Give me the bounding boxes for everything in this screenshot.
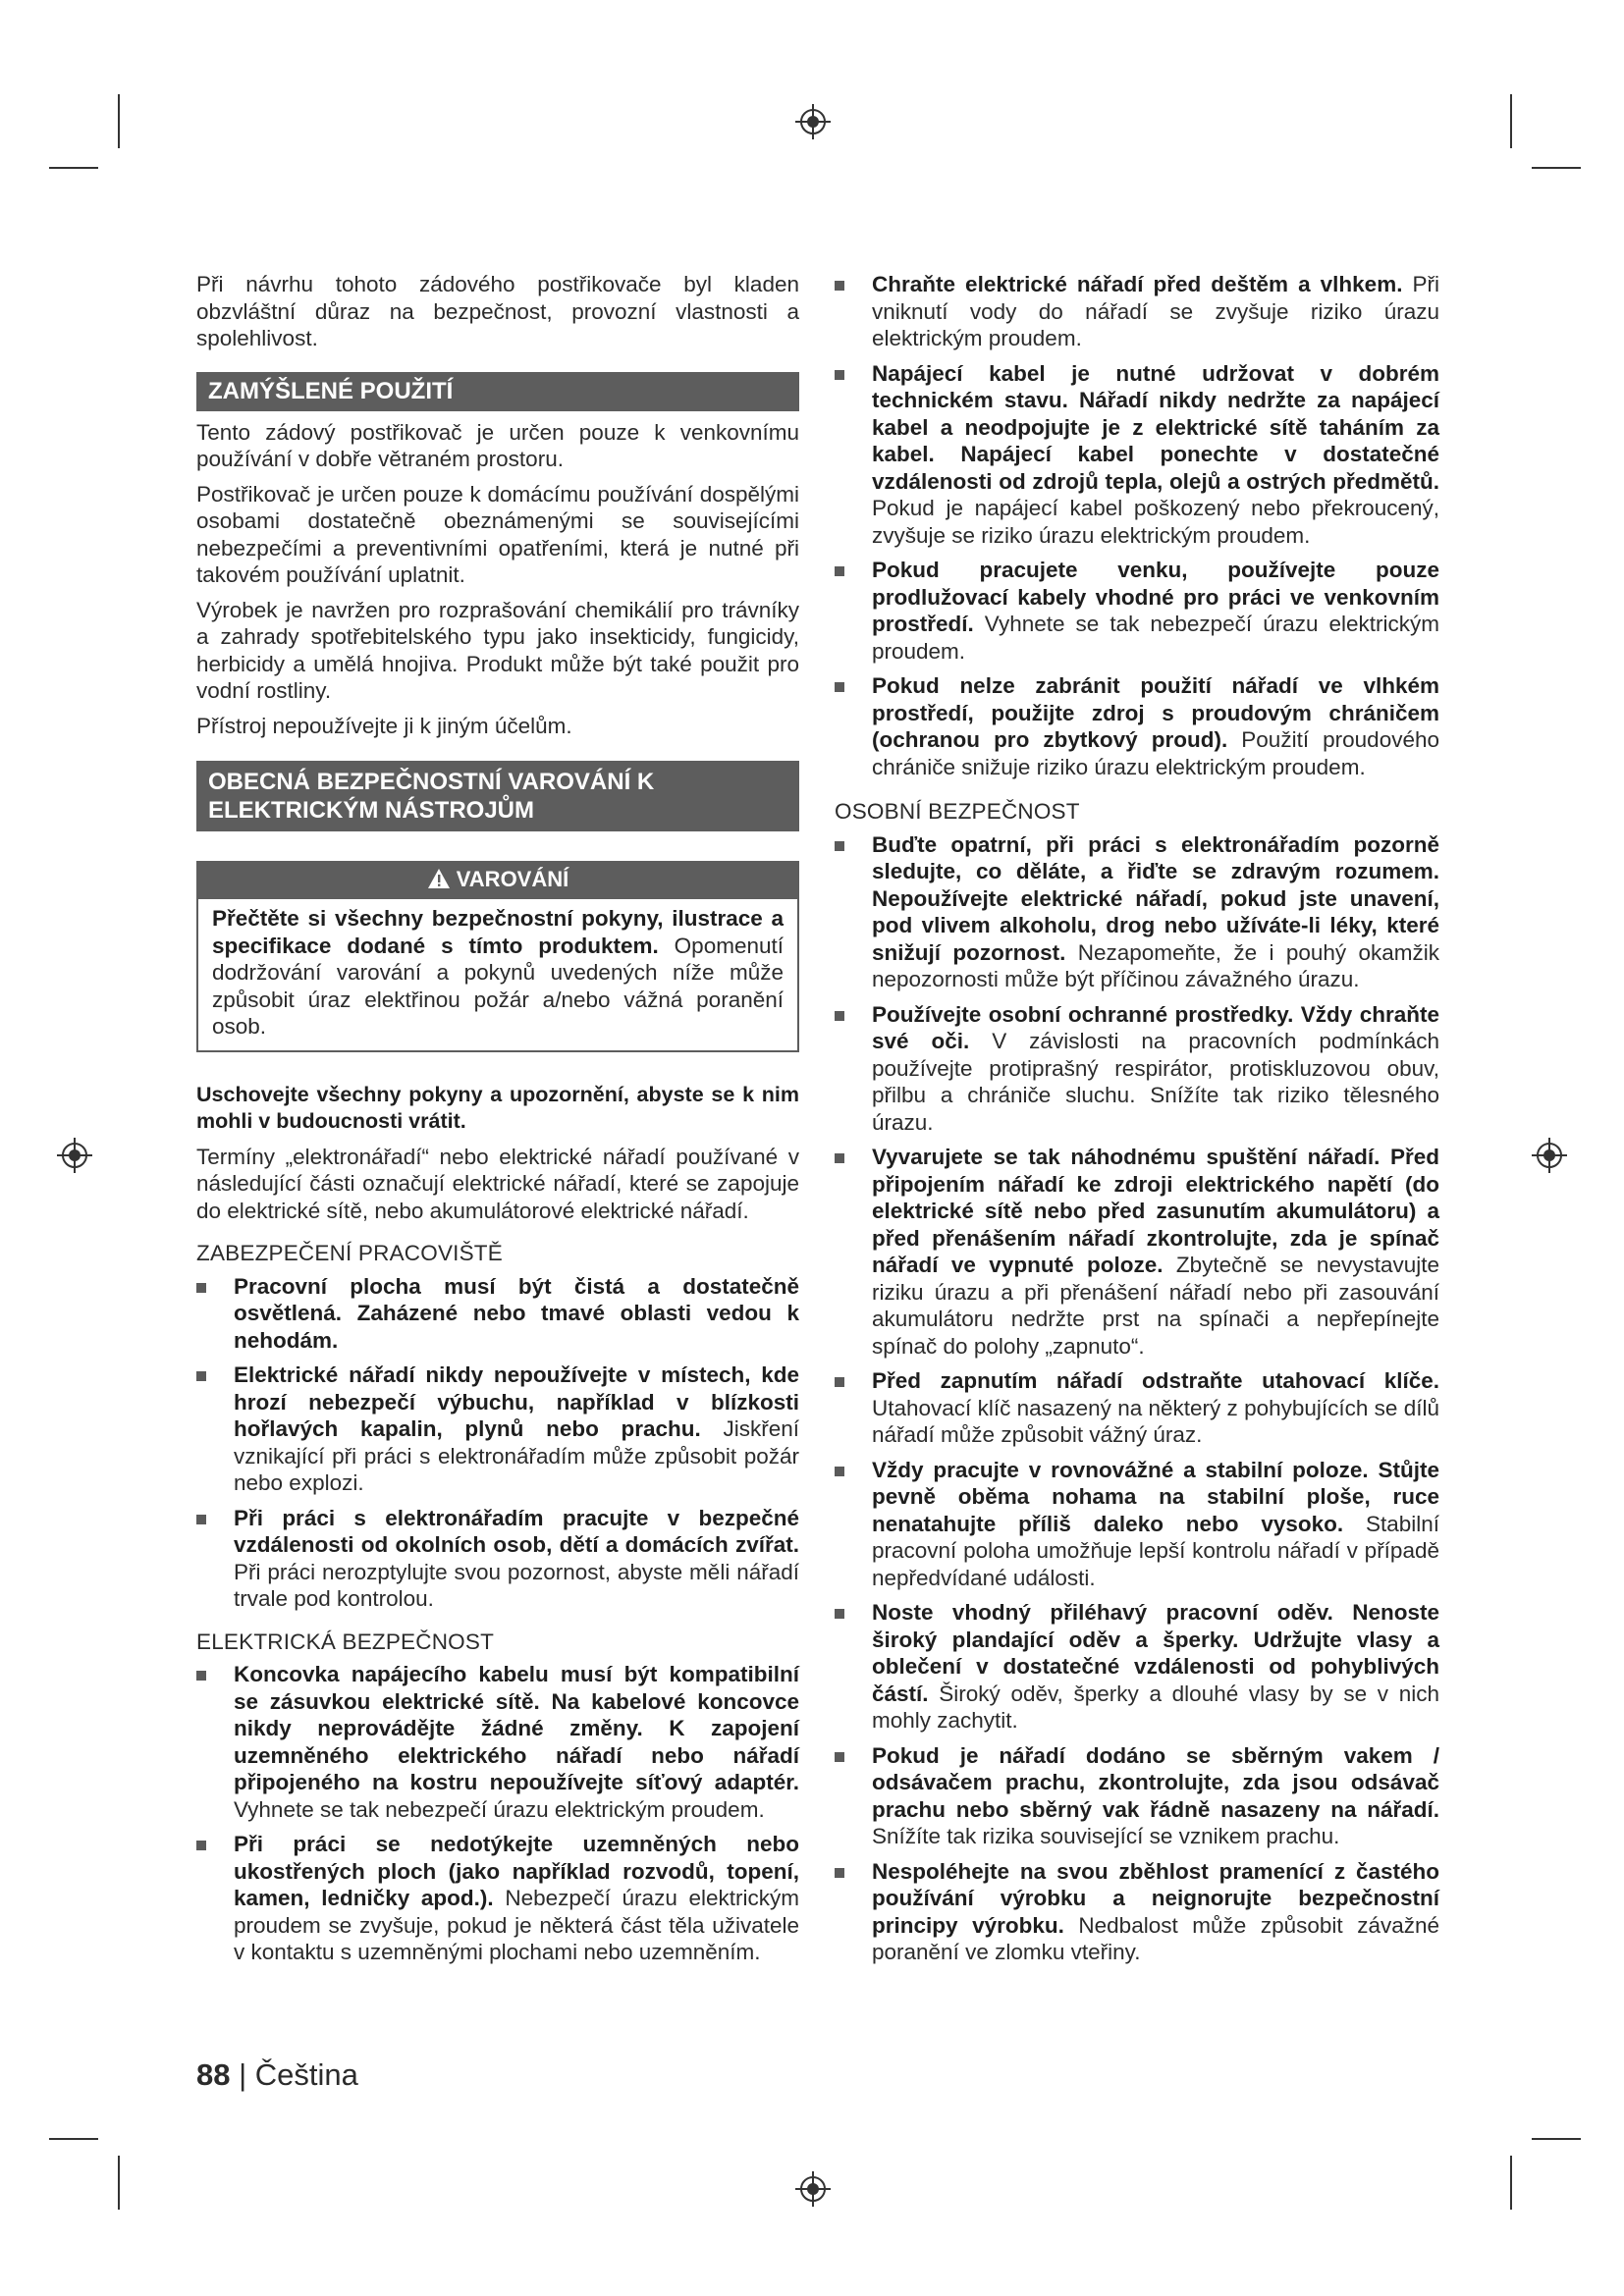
crop-mark: [1532, 167, 1581, 169]
list-item: [835, 1367, 1439, 1449]
bullet-square-icon: [835, 1609, 844, 1619]
list-item-text: Jiskření vznikající při práci s elektronářadím může způsobit požár nebo explozi.: [234, 1416, 799, 1495]
intended-use-paragraph: Postřikovač je určen pouze k domácímu používání dospělými osobami dostatečně obeznámenými se souvisejícími nebezpečími a preventivními opatřeními, která je nutné při takovém používání uplatnit.: [196, 481, 799, 587]
intro-paragraph: Při návrhu tohoto zádového postřikovače byl kladen obzvláštní důraz na bezpečnost, provozní vlastnosti a spolehlivost.: [196, 272, 799, 350]
left-column: [196, 271, 799, 1974]
list-item-text: Při práci nerozptylujte svou pozornost, abyste měli nářadí trvale pod kontrolou.: [234, 1559, 799, 1611]
subheading-electrical-safety: ELEKTRICKÁ BEZPEČNOST: [196, 1629, 495, 1654]
bullet-square-icon: [835, 1011, 844, 1021]
bullet-square-icon: [835, 281, 844, 291]
list-item: [835, 1457, 1439, 1592]
bullet-square-icon: [835, 566, 844, 576]
list-item: [196, 1505, 799, 1613]
intended-use-paragraph: Výrobek je navržen pro rozprašování chemikálií pro trávníky a zahrady spotřebitelského typu jako insekticidy, fungicidy, herbicidy a umělá hnojiva. Produkt může být také použit pro vodní rostliny.: [196, 597, 799, 703]
list-item: [196, 1362, 799, 1497]
warning-header: [198, 863, 797, 899]
list-item-bold: Před zapnutím nářadí odstraňte utahovací klíče.: [872, 1368, 1439, 1393]
list-item-bold: Vyvarujete se tak náhodnému spuštění nářadí. Před připojením nářadí ke zdroji elektrického napětí (do elektrické sítě nebo před zasunutím akumulátoru) a před přenášením nářadí zkontrolujte, zda je spínač nářadí ve vypnuté poloze.: [872, 1145, 1439, 1277]
page-footer: [196, 2057, 358, 2093]
bullet-square-icon: [835, 370, 844, 380]
section-heading-intended-use: ZAMÝŠLENÉ POUŽITÍ: [196, 372, 799, 411]
section-heading-line: ELEKTRICKÝM NÁSTROJŮM: [208, 797, 535, 824]
electrical-safety-list: [196, 1661, 799, 1966]
list-item-text: Nedbalost může způsobit závažné poranění ve zlomku vteřiny.: [872, 1912, 1439, 1964]
intended-use-paragraph: Tento zádový postřikovač je určen pouze k venkovnímu používání v dobře větraném prostoru.: [196, 419, 799, 471]
registration-mark-icon: [55, 1136, 94, 1175]
list-item-bold: Pokud pracujete venku, používejte pouze prodlužovací kabely vhodné pro práci ve venkovním prostředí.: [872, 558, 1439, 636]
list-item-bold: Napájecí kabel je nutné udržovat v dobrém technickém stavu. Nářadí nikdy nedržte za napájecí kabel a neodpojujte je z elektrické sítě taháním za kabel. Napájecí kabel ponechte v dostatečné vzdálenosti od zdrojů tepla, olejů a ostrých předmětů.: [872, 360, 1439, 494]
list-item-bold: Chraňte elektrické nářadí před deštěm a vlhkem.: [872, 272, 1403, 296]
list-item-text: Široký oděv, šperky a dlouhé vlasy by se v nich mohly zachytit.: [872, 1681, 1439, 1733]
subheading-workplace-safety: ZABEZPEČENÍ PRACOVIŠTĚ: [196, 1241, 503, 1265]
list-item-bold: Používejte osobní ochranné prostředky. Vždy chraňte své oči.: [872, 1001, 1439, 1053]
list-item-bold: Koncovka napájecího kabelu musí být kompatibilní se zásuvkou elektrické sítě. Na kabelové koncovce nikdy neprovádějte žádné změny. K zapojení uzemněného elektrického nářadí nebo nářadí připojeného na kostru nepoužívejte síťový adaptér.: [234, 1662, 799, 1794]
bullet-square-icon: [196, 1371, 206, 1381]
list-item: [835, 1144, 1439, 1360]
list-item: [196, 1273, 799, 1355]
list-item-text: Nezapomeňte, že i pouhý okamžik nepozornosti může být příčinou závažného úrazu.: [872, 939, 1439, 991]
warning-title: VAROVÁNÍ: [456, 867, 569, 891]
list-item-text: Při vniknutí vody do nářadí se zvyšuje riziko úrazu elektrickým proudem.: [872, 272, 1439, 350]
footer-language: Čeština: [254, 2057, 358, 2092]
warning-body: [198, 899, 797, 1050]
bullet-square-icon: [835, 1377, 844, 1387]
list-item-text: Stabilní pracovní poloha umožňuje lepší kontrolu nářadí v případě nepředvídané události.: [872, 1511, 1439, 1590]
electrical-safety-list-continued: [835, 271, 1439, 780]
list-item: [835, 1858, 1439, 1966]
bullet-square-icon: [196, 1841, 206, 1850]
warning-bold-text: Přečtěte si všechny bezpečnostní pokyny, ilustrace a specifikace dodané s tímto produktem.: [212, 906, 784, 958]
list-item-text: V závislosti na pracovních podmínkách používejte protiprašný respirátor, protiskluzovou obuv, přilbu a chrániče sluchu. Snížíte tak riziko tělesného úrazu.: [872, 1029, 1439, 1135]
list-item: [835, 1001, 1439, 1137]
personal-safety-list: [835, 831, 1439, 1966]
crop-mark: [49, 2138, 98, 2140]
list-item: [835, 672, 1439, 780]
list-item-text: Použití proudového chrániče snižuje riziko úrazu elektrickým proudem.: [872, 727, 1439, 779]
registration-mark-icon: [1530, 1136, 1569, 1175]
list-item-text: Pokud je napájecí kabel poškozený nebo překroucený, zvyšuje se riziko úrazu elektrickým proudem.: [872, 496, 1439, 548]
list-item-text: Snížíte tak rizika související se vznikem prachu.: [872, 1824, 1340, 1848]
list-item: [835, 557, 1439, 665]
list-item: [835, 1599, 1439, 1735]
terms-paragraph: Termíny „elektronářadí“ nebo elektrické nářadí používané v následující části označují elektrické nářadí, které se zapojuje do elektrické sítě, nebo akumulátorové elektrické nářadí.: [196, 1144, 799, 1223]
crop-mark: [118, 2156, 120, 2210]
bullet-square-icon: [835, 1868, 844, 1878]
crop-mark: [1532, 2138, 1581, 2140]
subheading-personal-safety: OSOBNÍ BEZPEČNOST: [835, 799, 1080, 824]
list-item-bold: Při práci s elektronářadím pracujte v bezpečné vzdálenosti od okolních osob, dětí a domácích zvířat.: [234, 1505, 799, 1557]
section-heading-general-safety: [196, 761, 799, 831]
list-item-bold: Elektrické nářadí nikdy nepoužívejte v místech, kde hrozí nebezpečí výbuchu, například v blízkosti hořlavých kapalin, plynů nebo prachu.: [234, 1362, 799, 1441]
crop-mark: [1510, 2156, 1512, 2210]
list-item-text: Utahovací klíč nasazený na některý z pohybujících se dílů nářadí může způsobit vážný úraz.: [872, 1395, 1439, 1447]
crop-mark: [118, 94, 120, 148]
list-item: [835, 360, 1439, 550]
warning-triangle-icon: [427, 866, 451, 899]
list-item-bold: Při práci se nedotýkejte uzemněných nebo ukostřených ploch (jako například rozvodů, topení, kamen, ledničky apod.).: [234, 1832, 799, 1910]
registration-mark-icon: [793, 2169, 833, 2209]
list-item-text: Nebezpečí úrazu elektrickým proudem se zvyšuje, pokud je některá část těla uživatele v kontaktu s uzemněnými plochami nebo uzemněním.: [234, 1886, 799, 1964]
bullet-square-icon: [196, 1283, 206, 1293]
bullet-square-icon: [835, 682, 844, 692]
intended-use-paragraph: Přístroj nepoužívejte ji k jiným účelům.: [196, 713, 572, 738]
list-item-text: Vyhnete se tak nebezpečí úrazu elektrickým proudem.: [234, 1796, 765, 1822]
registration-mark-icon: [793, 102, 833, 141]
bullet-square-icon: [835, 1467, 844, 1476]
bullet-square-icon: [835, 1752, 844, 1762]
list-item-bold: Nespoléhejte na svou zběhlost pramenící z častého používání výrobku a neignorujte bezpečnostní principy výrobku.: [872, 1858, 1439, 1938]
warning-box: [196, 861, 799, 1052]
list-item-bold: Noste vhodný přiléhavý pracovní oděv. Nenoste široký plandající oděv a šperky. Udržujte vlasy a oblečení v dostatečné vzdálenosti od pohyblivých částí.: [872, 1600, 1439, 1706]
keep-instructions-note: Uschovejte všechny pokyny a upozornění, abyste se k nim mohli v budoucnosti vrátit.: [196, 1082, 799, 1133]
bullet-square-icon: [196, 1671, 206, 1681]
warning-text: Opomenutí dodržování varování a pokynů uvedených níže může způsobit úraz elektřinou požár a/nebo vážná poranění osob.: [212, 933, 784, 1039]
list-item: [196, 1661, 799, 1823]
bullet-square-icon: [835, 1153, 844, 1163]
crop-mark: [49, 167, 98, 169]
list-item: [835, 1742, 1439, 1850]
list-item: [835, 271, 1439, 352]
bullet-square-icon: [835, 841, 844, 851]
list-item-bold: Pokud nelze zabránit použití nářadí ve vlhkém prostředí, použijte zdroj s proudovým chráničem (ochranou pro zbytkový proud).: [872, 673, 1439, 752]
footer-separator: |: [230, 2057, 255, 2092]
list-item-bold: Pokud je nářadí dodáno se sběrným vakem / odsávačem prachu, zkontrolujte, zda jsou odsávač prachu nebo sběrný vak řádně nasazeny na nářadí.: [872, 1742, 1439, 1822]
list-item-text: Zbytečně se nevystavujte riziku úrazu a při přenášení nářadí nebo při zasouvání akumulátoru nedržte prst na spínači a nepřepínejte spínač do polohy „zapnuto“.: [872, 1253, 1439, 1359]
section-heading-line: OBECNÁ BEZPEČNOSTNÍ VAROVÁNÍ K: [208, 769, 655, 795]
workplace-safety-list: [196, 1273, 799, 1613]
list-item-text: Vyhnete se tak nebezpečí úrazu elektrickým proudem.: [872, 612, 1439, 664]
list-item-bold: Buďte opatrní, při práci s elektronářadím pozorně sledujte, co děláte, a řiďte se zdravým rozumem. Nepoužívejte elektrické nářadí, pokud jste unavení, pod vlivem alkoholu, drog nebo užíváte-li léky, které snižují pozornost.: [872, 831, 1439, 965]
list-item: [196, 1831, 799, 1966]
bullet-square-icon: [196, 1515, 206, 1524]
crop-mark: [1510, 94, 1512, 148]
list-item-bold: Vždy pracujte v rovnovážné a stabilní poloze. Stůjte pevně oběma nohama na stabilní ploše, ruce nenatahujte příliš daleko nebo vysoko.: [872, 1457, 1439, 1536]
list-item: [835, 831, 1439, 993]
page-number: 88: [196, 2057, 231, 2092]
list-item-bold: Pracovní plocha musí být čistá a dostatečně osvětlená. Zaházené nebo tmavé oblasti vedou k nehodám.: [234, 1273, 799, 1353]
right-column: [835, 271, 1439, 1974]
